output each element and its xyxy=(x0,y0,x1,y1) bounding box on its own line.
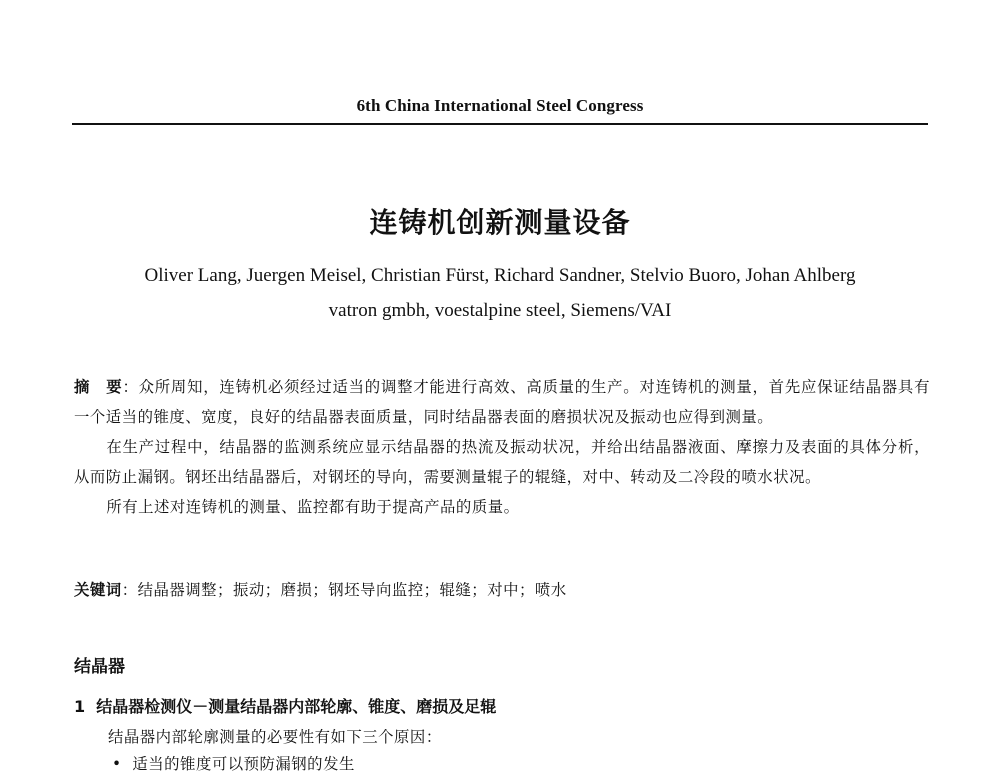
abstract-paragraph-2: 在生产过程中，结晶器的监测系统应显示结晶器的热流及振动状况，并给出结晶器液面、摩擦力及表面的具体分析，从而防止漏钢。钢坯出结晶器后，对钢坯的导向，需要测量辊子的辊缝，对中、转动及二冷段的喷水状况。 xyxy=(74,438,930,486)
abstract-paragraph-3: 所有上述对连铸机的测量、监控都有助于提高产品的质量。 xyxy=(106,498,520,516)
bullet-marker: • xyxy=(112,755,122,773)
bullet-text: 适当的锥度可以预防漏钢的发生 xyxy=(132,755,355,773)
subsection-heading xyxy=(74,694,496,717)
author-list: Oliver Lang, Juergen Meisel, Christian Fürst, Richard Sandner, Stelvio Buoro, Johan Ahlberg xyxy=(144,265,856,286)
subsection-number: 1 xyxy=(74,697,86,716)
keywords xyxy=(74,578,930,600)
keywords-text: 结晶器调整；振动；磨损；钢坯导向监控；辊缝；对中；喷水 xyxy=(137,581,567,599)
abstract-paragraph-1-text: 众所周知，连铸机必须经过适当的调整才能进行高效、高质量的生产。对连铸机的测量，首先应保证结晶器具有一个适当的锥度、宽度，良好的结晶器表面质量，同时结晶器表面的磨损状况及振动也应得到测量。 xyxy=(74,378,930,426)
running-header: 6th China International Steel Congress xyxy=(356,96,644,115)
subsection-title: 结晶器检测仪－测量结晶器内部轮廓、锥度、磨损及足辊 xyxy=(96,697,497,716)
abstract-label: 摘 要 xyxy=(74,378,123,396)
body-paragraph: 结晶器内部轮廓测量的必要性有如下三个原因： xyxy=(108,728,442,746)
paper-title: 连铸机创新测量设备 xyxy=(369,206,631,239)
bullet-item xyxy=(112,752,355,774)
header-rule xyxy=(72,123,928,125)
section-heading: 结晶器 xyxy=(74,657,125,677)
keywords-label: 关键词 xyxy=(74,581,122,599)
affiliation-list: vatron gmbh, voestalpine steel, Siemens/VAI xyxy=(328,300,672,321)
abstract-label-colon: ： xyxy=(122,378,139,396)
abstract xyxy=(74,372,930,522)
keywords-colon: ： xyxy=(121,581,138,599)
abstract-paragraph-1 xyxy=(74,372,930,432)
